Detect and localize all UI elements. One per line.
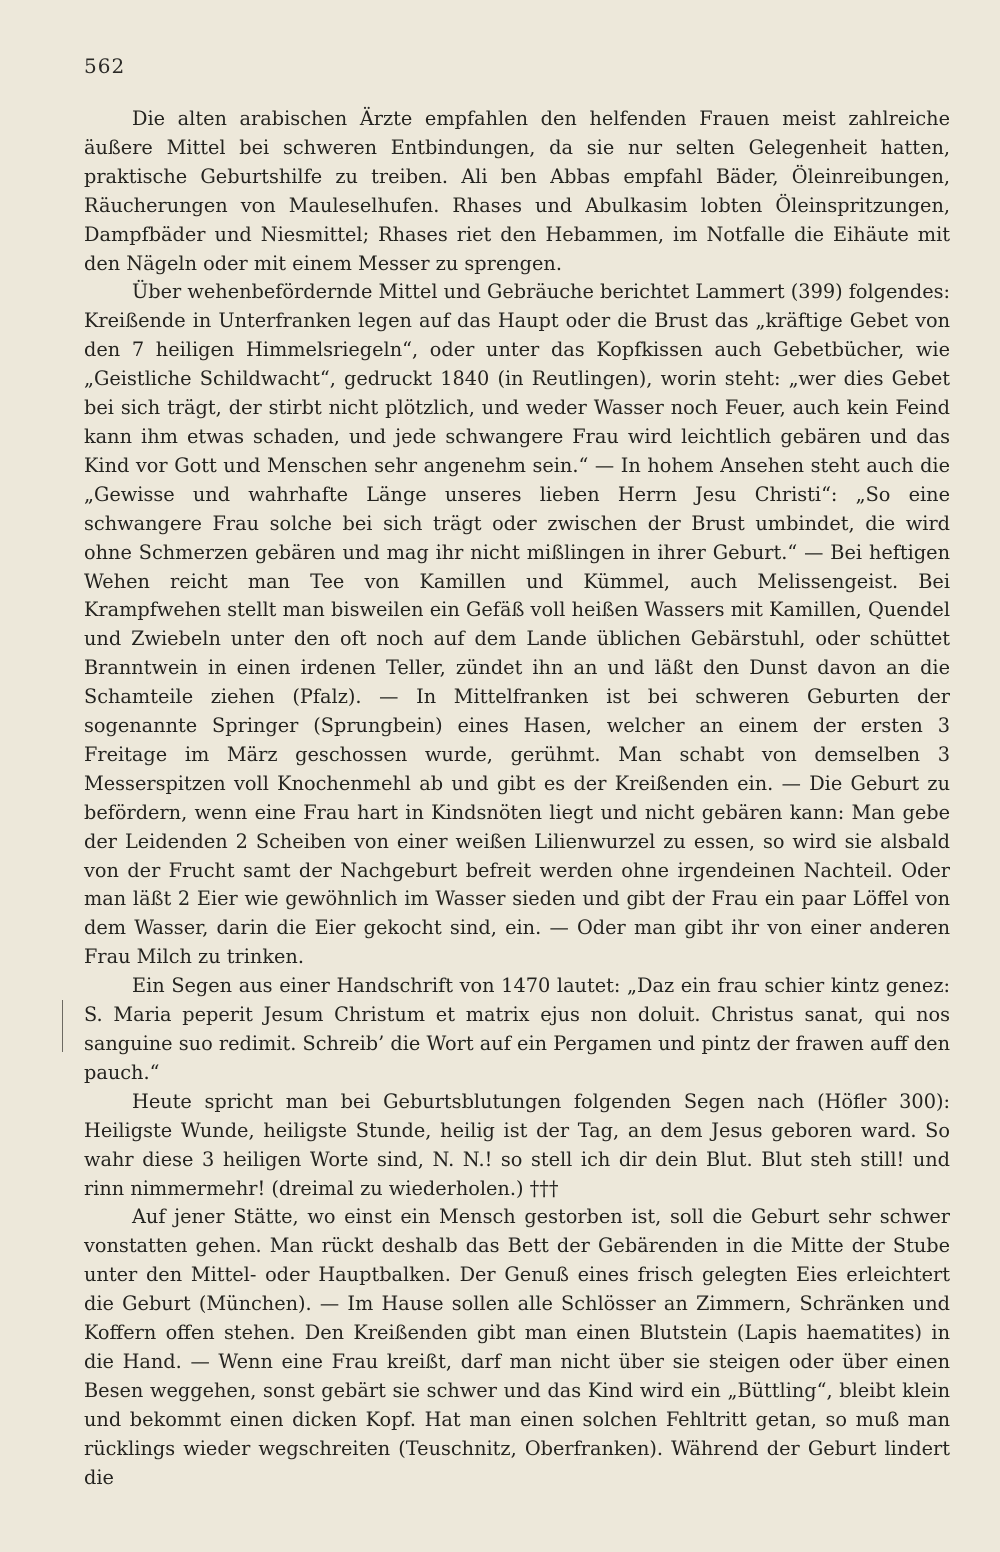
paragraph-4: Heute spricht man bei Geburtsblutungen folgenden Segen nach (Höfler 300): Heiligste Wunde, heiligste Stunde, heilig ist der Tag, an dem Jesus geboren ward. So wahr diese 3 heiligen Worte sind, N. N.! so stell ich dir dein Blut. Blut steh still! und rinn nimmermehr! (dreimal zu wiederholen.) †††: [84, 1089, 950, 1200]
paragraph-3: Ein Segen aus einer Handschrift von 1470 lautet: „Daz ein frau schier kintz genez: S. Maria peperit Jesum Christum et matrix ejus non doluit. Christus sanat, qui nos sanguine suo redimit. Schreib’ die Wort auf ein Pergamen und pintz der frawen auff den pauch.“: [84, 974, 950, 1084]
body-text: [84, 105, 950, 1493]
page-number: 562: [84, 54, 126, 78]
paragraph-1: Die alten arabischen Ärzte empfahlen den helfenden Frauen meist zahlreiche äußere Mittel bei schweren Entbindungen, da sie nur selten Gelegenheit hatten, praktische Geburtshilfe zu treiben. Ali ben Abbas empfahl Bäder, Öleinreibungen, Räucherungen von Mauleselhufen. Rhases und Abulkasim lobten Öleinspritzungen, Dampfbäder und Niesmittel; Rhases riet den Hebammen, im Notfalle die Eihäute mit den Nägeln oder mit einem Messer zu sprengen.: [84, 107, 950, 275]
paragraph-5: Auf jener Stätte, wo einst ein Mensch gestorben ist, soll die Geburt sehr schwer vonstatten gehen. Man rückt deshalb das Bett der Gebärenden in die Mitte der Stube unter den Mittel- oder Hauptbalken. Der Genuß eines frisch gelegten Eies erleichtert die Geburt (München). — Im Hause sollen alle Schlösser an Zimmern, Schränken und Koffern offen stehen. Den Kreißenden gibt man einen Blutstein (Lapis haematites) in die Hand. — Wenn eine Frau kreißt, darf man nicht über sie steigen oder über einen Besen weggehen, sonst gebärt sie schwer und das Kind wird ein „Büttling“, bleibt klein und bekommt einen dicken Kopf. Hat man einen solchen Fehltritt getan, so muß man rücklings wieder wegschreiten (Teuschnitz, Oberfranken). Während der Geburt lindert die: [84, 1205, 950, 1489]
paragraph-2: Über wehenbefördernde Mittel und Gebräuche berichtet Lammert (399) folgendes: Kreißende in Unterfranken legen auf das Haupt oder die Brust das „kräftige Gebet von den 7 heiligen Himmelsriegeln“, oder unter das Kopfkissen auch Gebetbücher, wie „Geistliche Schildwacht“, gedruckt 1840 (in Reutlingen), worin steht: „wer dies Gebet bei sich trägt, der stirbt nicht plötzlich, und weder Wasser noch Feuer, auch kein Feind kann ihm etwas schaden, und jede schwangere Frau wird leichtlich gebären und das Kind vor Gott und Menschen sehr angenehm sein.“ — In hohem Ansehen steht auch die „Gewisse und wahrhafte Länge unseres lieben Herrn Jesu Christi“: „So eine schwangere Frau solche bei sich trägt oder zwischen der Brust umbindet, die wird ohne Schmerzen gebären und mag ihr nicht mißlingen in ihrer Geburt.“ — Bei heftigen Wehen reicht man Tee von Kamillen und Kümmel, auch Melissengeist. Bei Krampfwehen stellt man bisweilen ein Gefäß voll heißen Wassers mit Kamillen, Quendel und Zwiebeln unter den oft noch auf dem Lande üblichen Gebärstuhl, oder schüttet Branntwein in einen irdenen Teller, zündet ihn an und läßt den Dunst davon an die Schamteile ziehen (Pfalz). — In Mittelfranken ist bei schweren Geburten der sogenannte Springer (Sprungbein) eines Hasen, welcher an einem der ersten 3 Freitage im März geschossen wurde, gerühmt. Man schabt von demselben 3 Messerspitzen voll Knochenmehl ab und gibt es der Kreißenden ein. — Die Geburt zu befördern, wenn eine Frau hart in Kindsnöten liegt und nicht gebären kann: Man gebe der Leidenden 2 Scheiben von einer weißen Lilienwurzel zu essen, so wird sie alsbald von der Frucht samt der Nachgeburt befreit werden ohne irgendeinen Nachteil. Oder man läßt 2 Eier wie gewöhnlich im Wasser sieden und gibt der Frau ein paar Löffel von dem Wasser, darin die Eier gekocht sind, ein. — Oder man gibt ihr von einer anderen Frau Milch zu trinken.: [84, 280, 950, 969]
margin-line: [62, 1000, 63, 1052]
